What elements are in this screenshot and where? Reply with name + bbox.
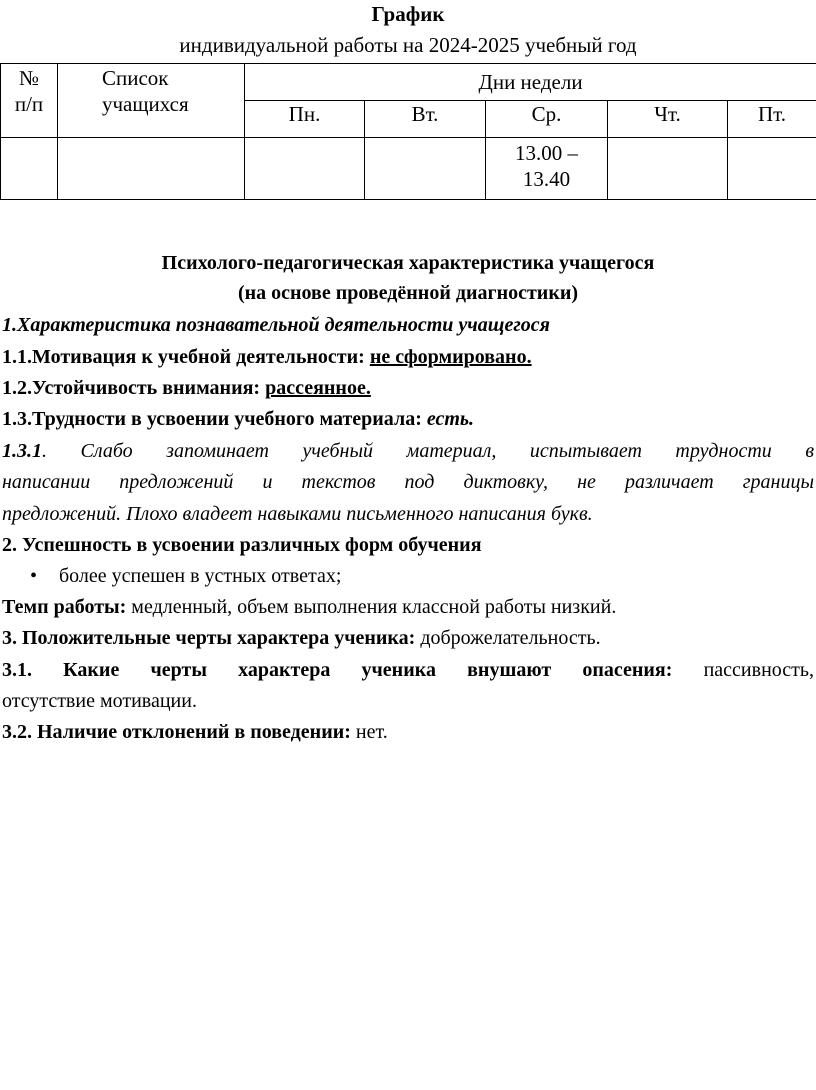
item-3-2-label: 3.2. Наличие отклонений в поведении: bbox=[2, 721, 351, 743]
day-wed: Ср. bbox=[486, 101, 608, 138]
header-number-label: № п/п bbox=[14, 66, 44, 116]
item-1-3-1-number: 1.3.1 bbox=[2, 440, 42, 462]
item-1-3-1-line2: написании предложений и текстов под диктовку, не различает границы bbox=[2, 471, 814, 493]
cell-number bbox=[1, 138, 58, 200]
wed-time-end: 13.40 bbox=[522, 167, 571, 191]
item-1-2-label: 1.2.Устойчивость внимания: bbox=[2, 377, 261, 399]
item-3-1-line2: отсутствие мотивации. bbox=[2, 690, 197, 712]
cell-student bbox=[58, 138, 245, 200]
cell-wed bbox=[486, 138, 608, 200]
item-3-label: 3. Положительные черты характера ученика: bbox=[2, 627, 416, 649]
cell-fri bbox=[728, 138, 816, 200]
day-fri: Пт. bbox=[728, 101, 816, 138]
bullet-item-1: более успешен в устных ответах; bbox=[59, 565, 342, 587]
header-students-label: Список учащихся bbox=[102, 66, 189, 116]
item-1-1 bbox=[2, 346, 814, 369]
wed-time-start: 13.00 – bbox=[515, 141, 578, 165]
item-1-3-1-line3: предложений. Плохо владеет навыками письменного написания букв. bbox=[2, 503, 593, 525]
item-1-2 bbox=[2, 377, 814, 400]
tempo-label: Темп работы: bbox=[2, 596, 127, 618]
cell-thu bbox=[608, 138, 728, 200]
table-header-row bbox=[1, 64, 816, 101]
cell-tue bbox=[365, 138, 486, 200]
table-row bbox=[1, 138, 816, 200]
cell-mon bbox=[245, 138, 365, 200]
item-3 bbox=[2, 627, 814, 650]
item-3-1-label: 3.1. Какие черты характера ученика внушают опасения: bbox=[2, 659, 673, 681]
header-days-label: Дни недели bbox=[478, 70, 583, 94]
item-1-3-value: есть. bbox=[426, 408, 475, 430]
item-3-2 bbox=[2, 721, 814, 744]
header-students-cell bbox=[58, 64, 245, 138]
item-3-1-line1 bbox=[2, 659, 814, 682]
header-days-cell bbox=[245, 64, 816, 101]
document-subtitle: индивидуальной работы на 2024-2025 учебный год bbox=[179, 33, 637, 57]
day-tue: Вт. bbox=[365, 101, 486, 138]
item-1-1-value: не сформировано. bbox=[369, 346, 532, 368]
item-1-3-1-text1: . Слабо запоминает учебный материал, испытывает трудности в bbox=[42, 440, 814, 462]
item-1-3-label: 1.3.Трудности в усвоении учебного материала: bbox=[2, 408, 422, 430]
item-1-heading: 1.Характеристика познавательной деятельности учащегося bbox=[2, 314, 550, 336]
item-2-heading: 2. Успешность в усвоении различных форм обучения bbox=[2, 534, 482, 556]
day-thu: Чт. bbox=[608, 101, 728, 138]
item-3-1-value1: пассивность, bbox=[703, 659, 815, 681]
tempo-line bbox=[2, 596, 814, 619]
header-number-cell bbox=[1, 64, 58, 138]
item-1-3-1-line1 bbox=[2, 440, 814, 463]
item-1-3 bbox=[2, 408, 814, 431]
item-3-value: доброжелательность. bbox=[420, 627, 601, 649]
item-1-1-label: 1.1.Мотивация к учебной деятельности: bbox=[2, 346, 365, 368]
schedule-table bbox=[0, 63, 816, 200]
item-1-2-value: рассеянное. bbox=[265, 377, 371, 399]
characteristic-subheading: (на основе проведённой диагностики) bbox=[237, 282, 579, 304]
item-3-2-value: нет. bbox=[355, 721, 388, 743]
bullet-icon: • bbox=[30, 565, 38, 587]
tempo-value: медленный, объем выполнения классной работы низкий. bbox=[131, 596, 617, 618]
document-title: График bbox=[371, 2, 445, 26]
characteristic-heading: Психолого-педагогическая характеристика учащегося bbox=[161, 252, 655, 274]
day-mon: Пн. bbox=[245, 101, 365, 138]
